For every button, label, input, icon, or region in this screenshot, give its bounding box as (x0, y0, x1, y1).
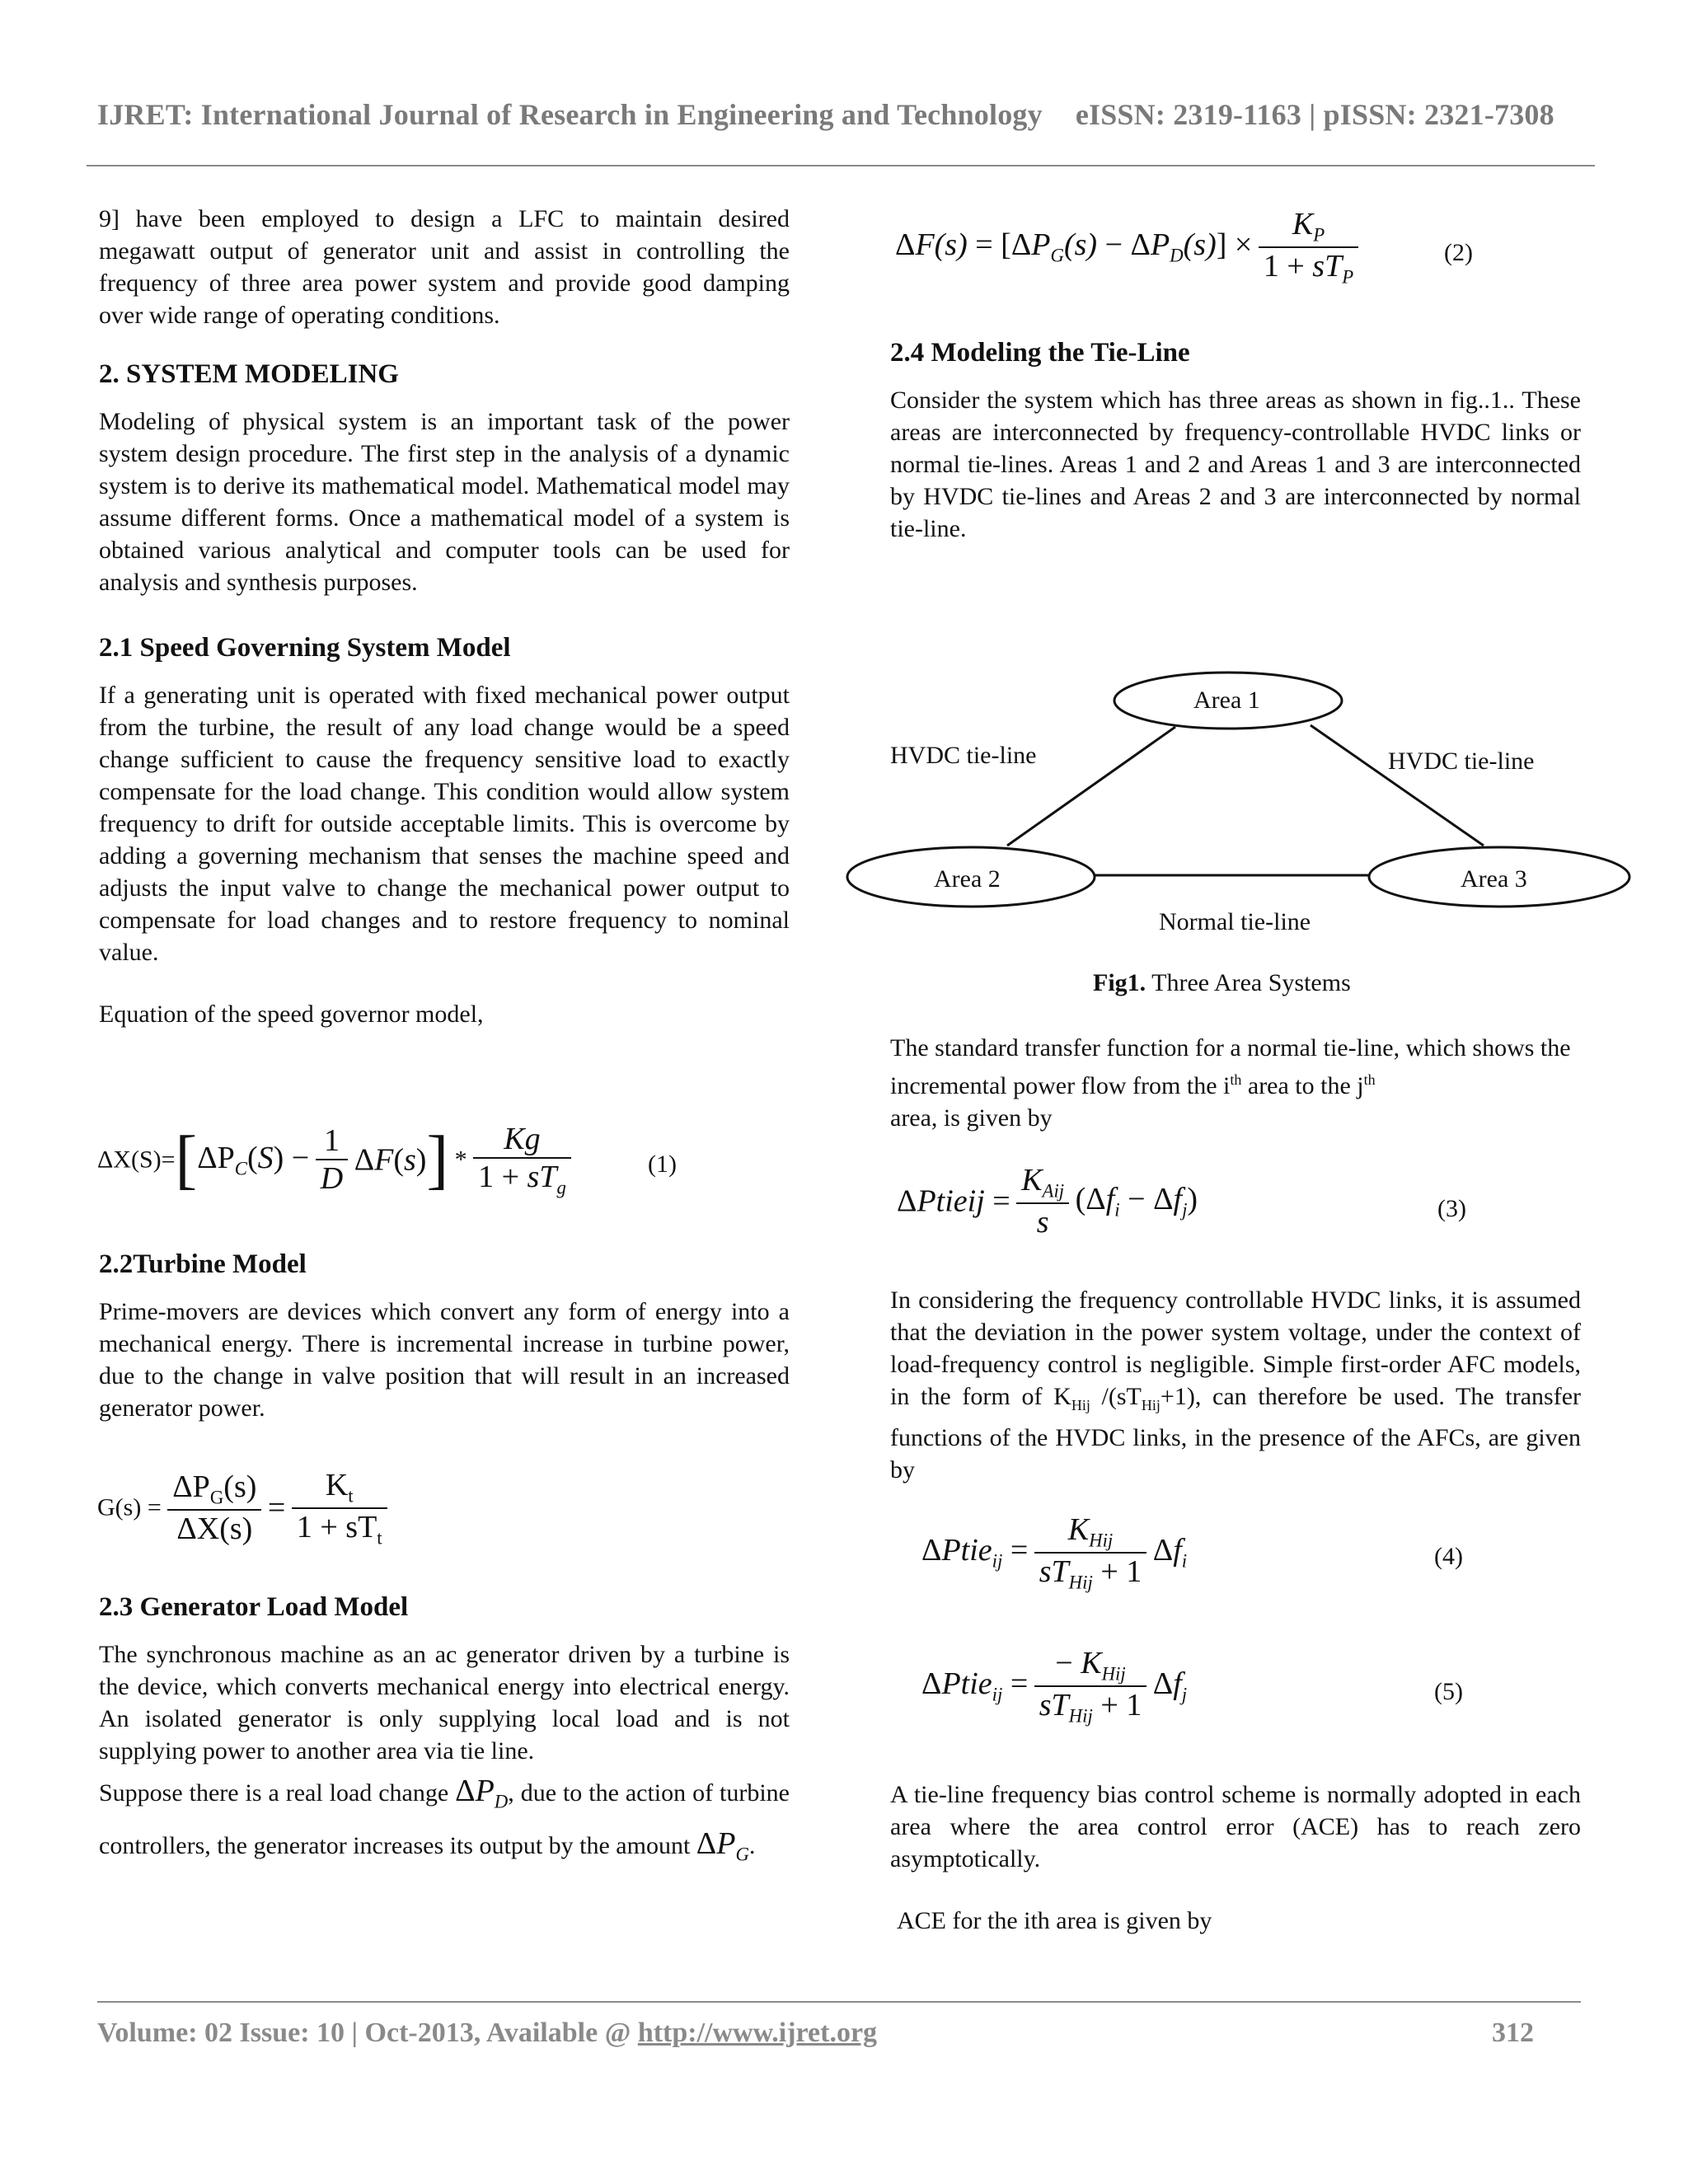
section-2-3-heading: 2.3 Generator Load Model (99, 1592, 409, 1622)
section-2-3-paragraph-2: Suppose there is a real load change $\Delta P_D$, due to the action of turbine controllers, the generator increases its output by the amount $\Delta P_G$. (99, 1774, 790, 1865)
section-2-3-paragraph: The synchronous machine as an ac generator driven by a turbine is the device, which converts mechanical energy into electrical energy. An isolated generator is only supplying local load and is not supplying power to another area via tie line. (99, 1641, 790, 1765)
tie-line-intro: The standard transfer function for a normal tie-line, which shows the incremental power flow from the $i^{th}$ area to the $j^{th}$ area, is given by (890, 1034, 1571, 1132)
governor-equation-intro: Equation of the speed governor model, (99, 1001, 484, 1028)
equation-5-number: (5) (1434, 1678, 1463, 1705)
hvdc-right-label: HVDC tie-line (1388, 748, 1535, 775)
section-2-4-heading: 2.4 Modeling the Tie-Line (890, 338, 1190, 368)
equation-2: $\Delta F(s) = [\Delta P_G(s) - \Delta P_D(s)]$ × $\frac{K_P}{1 + sT_P}$ (895, 206, 1358, 288)
equation-1-number: (1) (648, 1151, 677, 1178)
turbine-equation: G(s) = $\frac{\Delta P_G(s)}{\Delta X(s)}$ = $\frac{K_t}{1 + sT_t}$ (97, 1467, 387, 1549)
hvdc-paragraph: In considering the frequency controllable HVDC links, it is assumed that the deviation in the power system voltage, under the context of load-frequency control is negligible. Simple first-order AFC models, in the form of $K_{Hij}$ $/(sT_{Hij}+1)$, can therefore be used. The transfer functions of the HVDC links, in the presence of the AFCs, are given by (890, 1286, 1582, 1483)
hvdc-left-label: HVDC tie-line (890, 742, 1037, 769)
area-3-label: Area 3 (1461, 865, 1527, 893)
header-rule (87, 165, 1595, 166)
right-column-ace (890, 1779, 1581, 1937)
right-column-top (890, 336, 1581, 545)
journal-issn: eISSN: 2319-1163 | pISSN: 2321-7308 (1075, 98, 1554, 131)
equation-4: ΔPtie$_{ij}$ = $\frac{K_{Hij}}{sT_{Hij} + 1}$ $\Delta f_i$ (921, 1512, 1188, 1593)
section-2-1-heading: 2.1 Speed Governing System Model (99, 633, 511, 663)
left-column-mid (99, 1248, 790, 1424)
equation-4-number: (4) (1434, 1543, 1463, 1570)
intro-paragraph: 9] have been employed to design a LFC to maintain desired megawatt output of generator unit and assist in controlling the frequency of three area power system and provide good damping over wide range of operating conditions. (99, 205, 790, 329)
section-2-heading: 2. SYSTEM MODELING (99, 359, 399, 389)
page-number: 312 (1492, 2018, 1534, 2048)
running-header (97, 97, 1554, 132)
section-2-4-paragraph: Consider the system which has three areas as shown in fig..1.. These areas are interconnected by frequency-controllable HVDC links or normal tie-lines. Areas 1 and 2 and Areas 1 and 3 are interconnected by HVDC tie-lines and Areas 2 and 3 are interconnected by normal tie-line. (890, 387, 1581, 542)
left-column-bottom (99, 1591, 790, 1875)
left-column-top (99, 203, 790, 1030)
area-1-label: Area 1 (1193, 687, 1260, 714)
ace-paragraph: A tie-line frequency bias control scheme is normally adopted in each area where the area control error (ACE) has to reach zero asymptotically. (890, 1781, 1581, 1872)
section-2-2-heading: 2.2Turbine Model (99, 1249, 307, 1279)
footer (97, 2018, 877, 2049)
normal-tie-line-label: Normal tie-line (1159, 908, 1311, 935)
right-column-tie-intro (890, 1032, 1581, 1134)
footer-rule (97, 2001, 1581, 2003)
section-2-paragraph: Modeling of physical system is an important task of the power system design procedure. The first step in the analysis of a dynamic system is to derive its mathematical model. Mathematical model may assume different forms. Once a mathematical model of a system is obtained various analytical and computer tools can be used for analysis and synthesis purposes. (99, 408, 790, 596)
equation-2-number: (2) (1444, 239, 1473, 266)
equation-5: ΔPtie$_{ij}$ = $\frac{- K_{Hij}}{sT_{Hij} + 1}$ $\Delta f_j$ (921, 1646, 1188, 1727)
hvdc-link-1-3 (1311, 725, 1484, 846)
ace-intro: ACE for the ith area is given by (897, 1907, 1212, 1934)
right-column-hvdc (890, 1284, 1581, 1486)
section-2-1-paragraph: If a generating unit is operated with fixed mechanical power output from the turbine, the result of any load change would be a speed change sufficient to cause the frequency sensitive load to exactly compensate for the load change. This condition would allow system frequency to drift for outside acceptable limits. This is overcome by adding a governing mechanism that senses the machine speed and adjusts the input valve to change the mechanical power output to compensate for load changes and to restore frequency to nominal value. (99, 682, 790, 966)
area-2-label: Area 2 (934, 865, 1001, 893)
equation-1: $\Delta X(S)=[\Delta P_C(S)$ − $\frac{1}{D}$ ΔF(s)] * $\frac{Kg}{1 + sT_g}$ (97, 1121, 571, 1199)
journal-link[interactable]: http://www.ijret.org (637, 2018, 878, 2048)
figure-caption: Fig1. Three Area Systems (1093, 969, 1351, 996)
journal-name: IJRET: International Journal of Research in Engineering and Technology (97, 98, 1043, 131)
section-2-2-paragraph: Prime-movers are devices which convert any form of energy into a mechanical energy. There is incremental increase in turbine power, due to the change in valve position that will result in an increased generator power. (99, 1298, 790, 1422)
equation-3-number: (3) (1437, 1195, 1466, 1222)
equation-3: ΔPtieij = $\frac{K_{Aij}}{s}$ $(\Delta f_i - \Delta f_j)$ (897, 1163, 1198, 1240)
footer-volume: Volume: 02 Issue: 10 | Oct-2013, Available @ (97, 2018, 638, 2048)
